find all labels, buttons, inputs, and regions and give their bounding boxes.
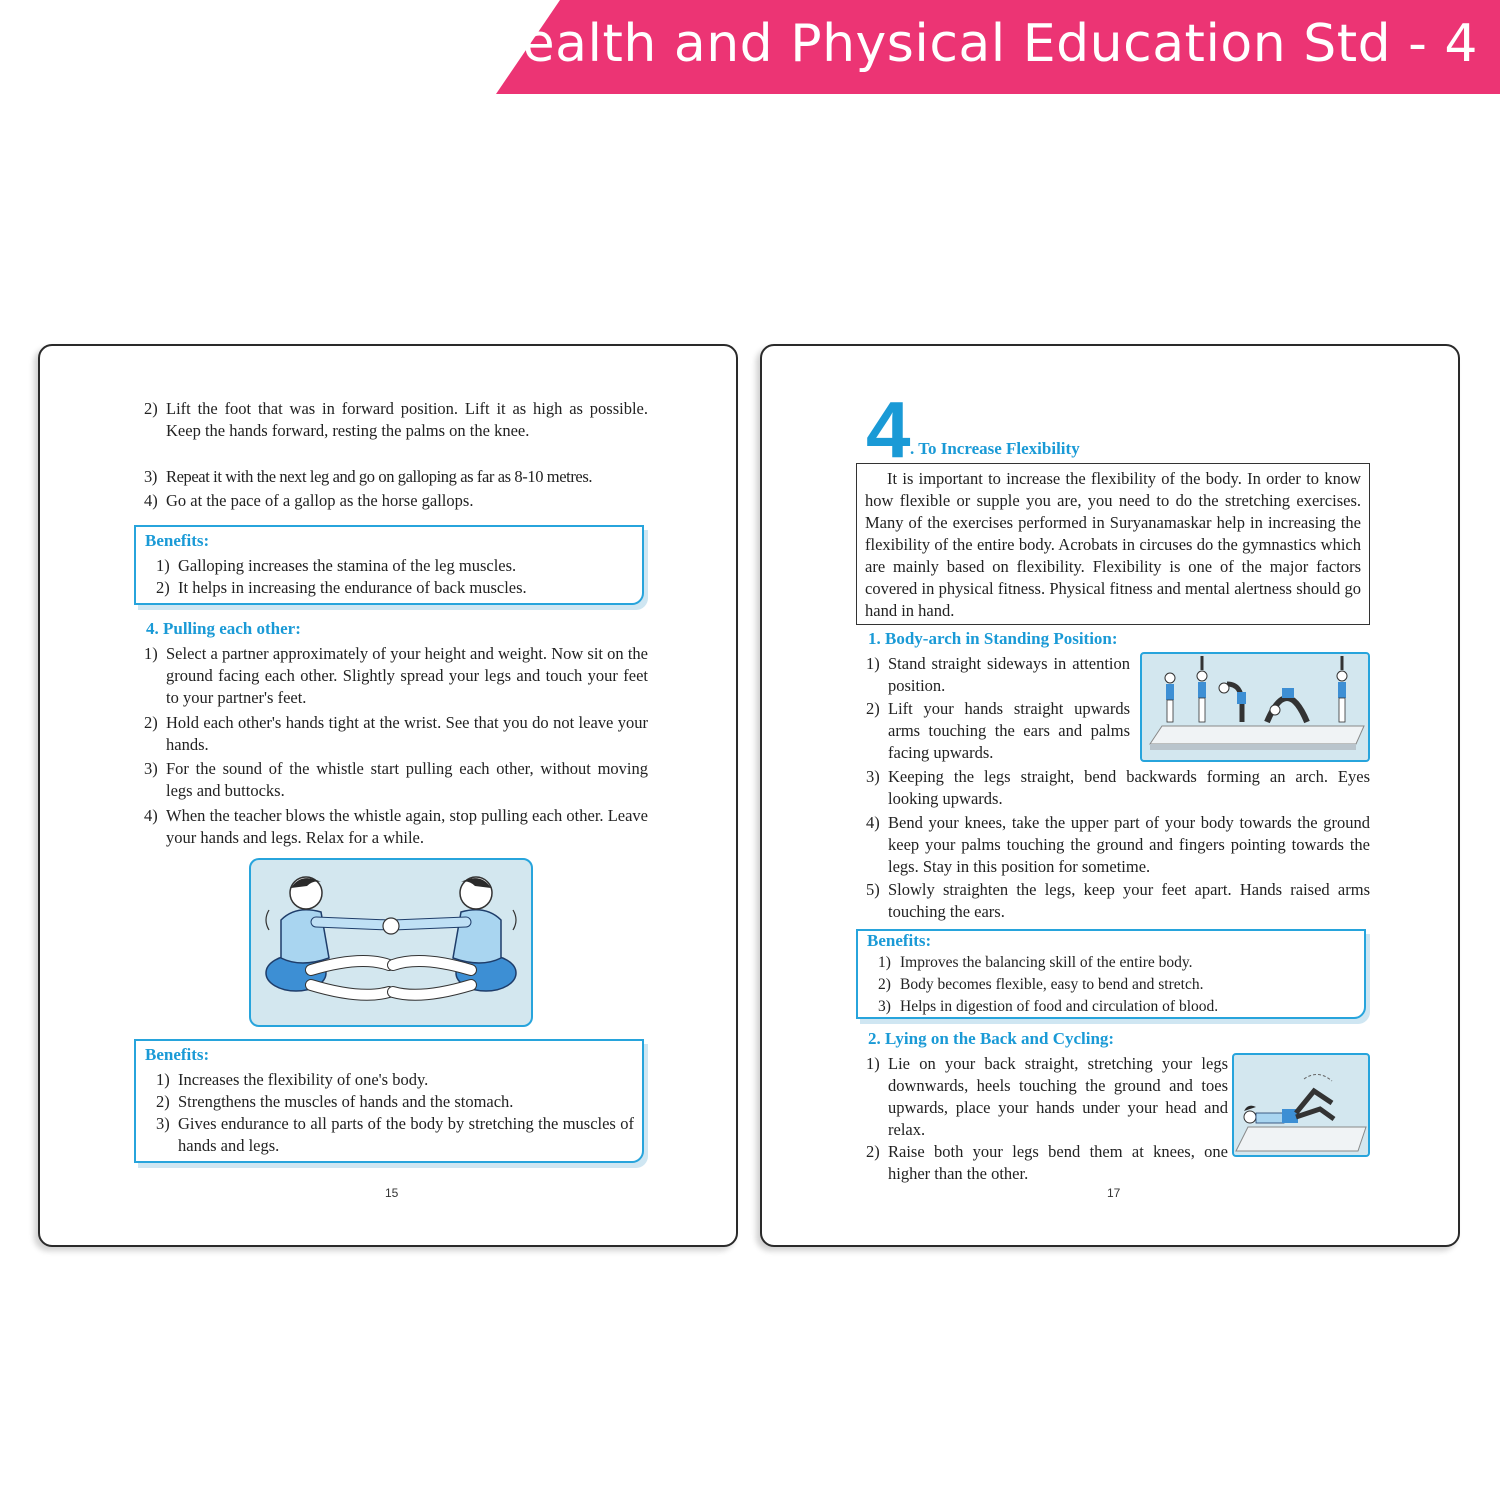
benefits-box-body-arch — [856, 929, 1366, 1019]
page-15 — [38, 344, 738, 1247]
chapter-title: . To Increase Flexibility — [910, 439, 1080, 458]
benefit-item: 3) Helps in digestion of food and circulation of blood. — [878, 998, 1219, 1015]
list-item: 3) Keeping the legs straight, bend backwards forming an arch. Eyes looking upwards. — [866, 767, 1370, 808]
section-heading-pulling: 4. Pulling each other: — [146, 619, 301, 638]
benefits-title: Benefits: — [145, 1045, 210, 1064]
list-item: 2) Raise both your legs bend them at knees, one higher than the other. — [866, 1142, 1228, 1183]
section-heading-body-arch: 1. Body-arch in Standing Position: — [868, 629, 1118, 648]
page-number: 17 — [1107, 1186, 1121, 1200]
intro-paragraph: It is important to increase the flexibility of the body. In order to know how flexible or supple you are, you need to do the stretching exercises. Many of the exercises performed in Suryanamaskar help in increasing the flexibility of the entire body. Acrobats in circuses do the gymnastics which are mainly based on flexibility. Flexibility is one of the major factors covered in physical fitness. Physical fitness and mental alertness should go hand in hand. — [856, 463, 1370, 625]
list-item: 3) For the sound of the whistle start pulling each other, without moving legs and buttocks. — [144, 759, 648, 800]
benefits-title: Benefits: — [145, 531, 210, 550]
list-item: 1) Lie on your back straight, stretching your legs downwards, heels touching the ground and toes upwards, place your hands under your head and relax. — [866, 1054, 1228, 1139]
header-banner — [0, 0, 1500, 94]
list-item: 2) Lift the foot that was in forward position. Lift it as high as possible. Keep the hands forward, resting the palms on the knee. — [144, 399, 648, 440]
list-item: 2) Hold each other's hands tight at the wrist. See that you do not leave your hands. — [144, 713, 648, 754]
list-item: 4) Go at the pace of a gallop as the horse gallops. — [144, 491, 474, 510]
pulling-each-other-illustration — [249, 858, 533, 1027]
page-number: 15 — [385, 1186, 399, 1200]
list-item: 5) Slowly straighten the legs, keep your feet apart. Hands raised arms touching the ears. — [866, 880, 1370, 921]
benefit-item: 2) Body becomes flexible, easy to bend and stretch. — [878, 976, 1204, 993]
benefits-box-pulling — [134, 1039, 644, 1163]
benefit-item: 3) Gives endurance to all parts of the body by stretching the muscles of hands and legs. — [156, 1114, 634, 1155]
benefit-item: 2) Strengthens the muscles of hands and the stomach. — [156, 1092, 514, 1111]
list-item: 1) Select a partner approximately of your height and weight. Now sit on the ground facing each other. Slightly spread your legs and touch your feet to your partner's feet. — [144, 644, 648, 707]
lying-cycling-illustration — [1232, 1053, 1370, 1157]
benefit-item: 1) Improves the balancing skill of the entire body. — [878, 954, 1193, 971]
benefit-item: 2) It helps in increasing the endurance of back muscles. — [156, 578, 527, 597]
list-item: 4) When the teacher blows the whistle again, stop pulling each other. Leave your hands and legs. Relax for a while. — [144, 806, 648, 847]
list-item: 2) Lift your hands straight upwards arms touching the ears and palms facing upwards. — [866, 699, 1130, 762]
benefit-item: 1) Increases the flexibility of one's body. — [156, 1070, 429, 1089]
benefits-title: Benefits: — [867, 931, 932, 950]
chapter-number: 4 — [866, 385, 911, 474]
banner-title: Health and Physical Education Std - 4 — [483, 14, 1478, 74]
benefit-item: 1) Galloping increases the stamina of the leg muscles. — [156, 556, 517, 575]
page-17 — [760, 344, 1460, 1247]
section-heading-cycling: 2. Lying on the Back and Cycling: — [868, 1029, 1115, 1048]
list-item: 3) Repeat it with the next leg and go on galloping as far as 8-10 metres. — [144, 467, 593, 486]
benefits-box-galloping — [134, 525, 644, 605]
list-item: 1) Stand straight sideways in attention position. — [866, 654, 1130, 695]
body-arch-illustration — [1140, 652, 1370, 762]
list-item: 4) Bend your knees, take the upper part of your body towards the ground keep your palms touching the ground and fingers pointing towards the legs. Stay in this position for sometime. — [866, 813, 1370, 876]
